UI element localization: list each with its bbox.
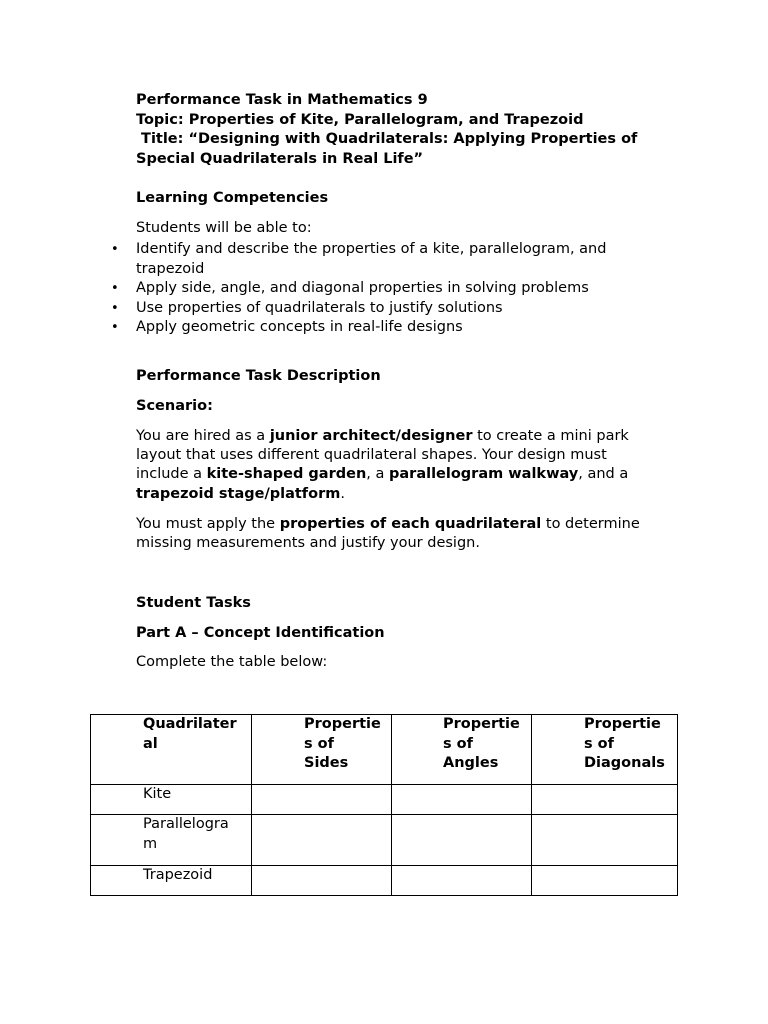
scenario-paragraph-line [136, 485, 345, 505]
text-run: You are hired as a [136, 428, 270, 444]
header-cell [252, 715, 392, 785]
header-label: Propertie s of Angles [443, 716, 520, 771]
document-title: Performance Task in Mathematics 9 [136, 92, 428, 108]
table-row [91, 815, 678, 866]
row-label-cell [91, 785, 252, 815]
requirement-paragraph-line: missing measurements and justify your design. [136, 535, 480, 551]
title-line-2: Special Quadrilaterals in Real Life” [136, 151, 424, 167]
list-item [111, 299, 606, 319]
requirement-paragraph-line [136, 515, 640, 535]
student-tasks-heading: Student Tasks [136, 595, 251, 611]
competencies-intro: Students will be able to: [136, 220, 312, 236]
part-a-heading: Part A – Concept Identification [136, 625, 385, 641]
text-run: , a [366, 466, 389, 482]
header-label: Quadrilater al [143, 716, 237, 752]
emphasis-trapezoid: trapezoid stage/platform [136, 486, 341, 502]
text-run: to determine [541, 516, 640, 532]
answer-cell[interactable] [252, 785, 392, 815]
emphasis-parallelogram: parallelogram walkway [389, 466, 579, 482]
header-cell [392, 715, 532, 785]
competencies-list [111, 240, 606, 338]
list-item [111, 318, 606, 338]
answer-cell[interactable] [532, 866, 678, 896]
emphasis-kite: kite-shaped garden [206, 466, 367, 482]
list-item-text-continued: trapezoid [136, 260, 205, 277]
title-line-1: Title: “Designing with Quadrilaterals: Applying Properties of [136, 131, 638, 147]
text-run: include a [136, 466, 207, 482]
row-label-cell [91, 866, 252, 896]
answer-cell[interactable] [532, 815, 678, 866]
answer-cell[interactable] [252, 815, 392, 866]
task-description-heading: Performance Task Description [136, 368, 381, 384]
answer-cell[interactable] [392, 866, 532, 896]
answer-cell[interactable] [392, 785, 532, 815]
emphasis-role: junior architect/designer [269, 428, 473, 444]
row-label-cell [91, 815, 252, 866]
table-row [91, 866, 678, 896]
header-label: Propertie s of Diagonals [584, 716, 665, 771]
header-cell [91, 715, 252, 785]
row-label: Trapezoid [143, 867, 213, 883]
competencies-heading: Learning Competencies [136, 190, 329, 206]
text-run: . [340, 486, 345, 502]
answer-cell[interactable] [392, 815, 532, 866]
scenario-label: Scenario: [136, 398, 213, 414]
list-item-text: Apply side, angle, and diagonal properties in solving problems [136, 280, 589, 296]
scenario-paragraph-line [136, 427, 629, 447]
answer-cell[interactable] [532, 785, 678, 815]
text-run: You must apply the [136, 516, 280, 532]
topic-line: Topic: Properties of Kite, Parallelogram, and Trapezoid [136, 112, 584, 128]
table-header-row [91, 715, 678, 785]
text-run: to create a mini park [472, 428, 629, 444]
scenario-paragraph-line: layout that uses different quadrilateral shapes. Your design must [136, 447, 607, 463]
table-row [91, 785, 678, 815]
scenario-paragraph-line [136, 465, 628, 485]
list-item [111, 240, 606, 279]
header-label: Propertie s of Sides [304, 716, 381, 771]
header-cell [532, 715, 678, 785]
list-item-text: Identify and describe the properties of a kite, parallelogram, and [136, 241, 607, 257]
list-item-text: Apply geometric concepts in real-life designs [136, 319, 463, 335]
emphasis-properties: properties of each quadrilateral [279, 516, 542, 532]
row-label: Kite [143, 786, 172, 802]
row-label: Parallelogra m [143, 816, 229, 852]
text-run: , and a [578, 466, 629, 482]
list-item-text: Use properties of quadrilaterals to justify solutions [136, 299, 503, 316]
table-instruction: Complete the table below: [136, 654, 328, 670]
answer-cell[interactable] [252, 866, 392, 896]
list-item [111, 279, 606, 299]
properties-table [90, 714, 678, 896]
